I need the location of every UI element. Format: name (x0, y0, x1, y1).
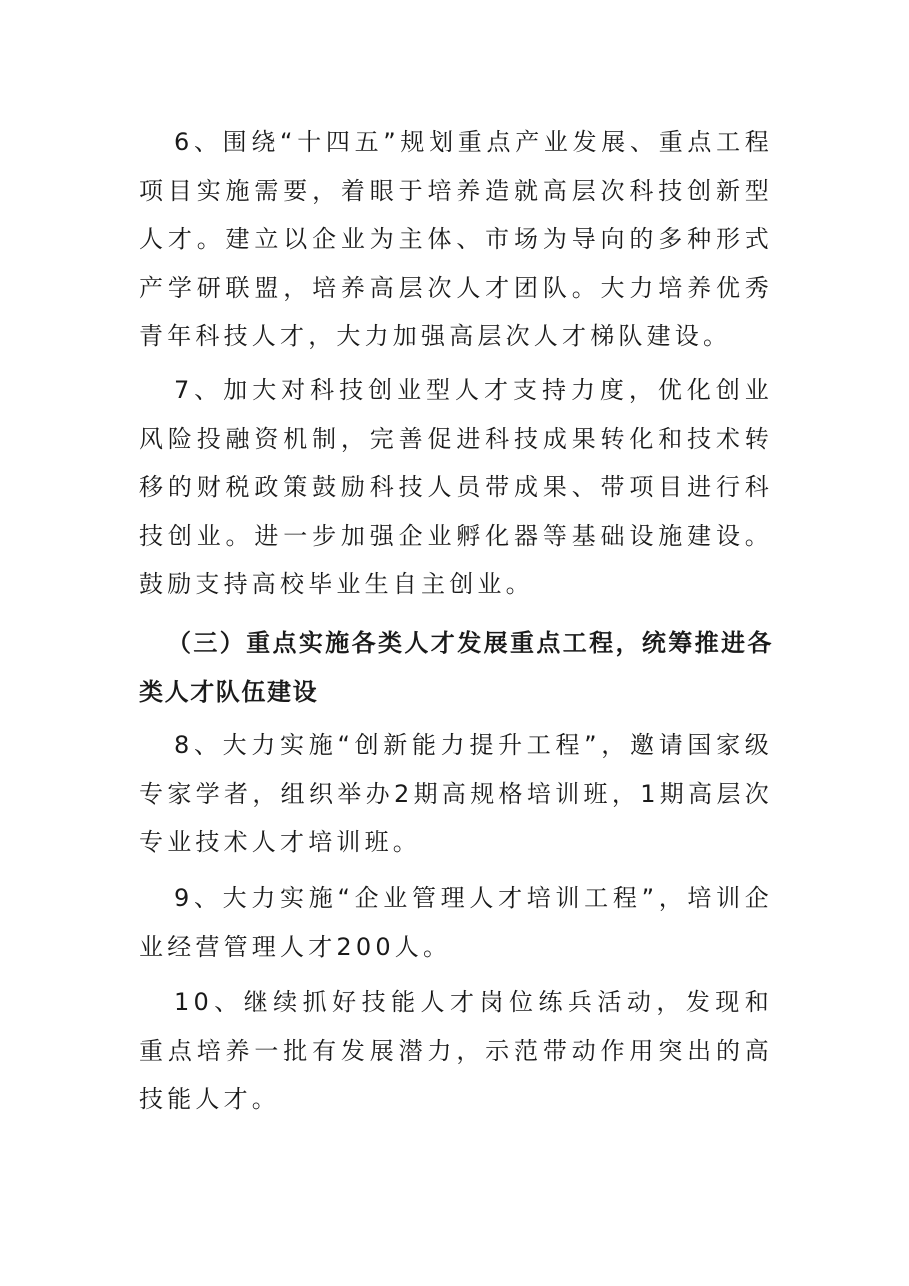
section-heading-3: （三）重点实施各类人才发展重点工程，统筹推进各类人才队伍建设 (139, 629, 773, 706)
paragraph-item-9: 9、大力实施“企业管理人才培训工程”，培训企业经营管理人才200人。 (139, 884, 773, 961)
paragraph-item-8: 8、大力实施“创新能力提升工程”，邀请国家级专家学者，组织举办2期高规格培训班，1期高层次专业技术人才培训班。 (139, 731, 773, 856)
paragraph-item-10: 10、继续抓好技能人才岗位练兵活动，发现和重点培养一批有发展潜力，示范带动作用突出的高技能人才。 (139, 988, 773, 1113)
paragraph-item-7: 7、加大对科技创业型人才支持力度，优化创业风险投融资机制，完善促进科技成果转化和技术转移的财税政策鼓励科技人员带成果、带项目进行科技创业。进一步加强企业孵化器等基础设施建设。鼓励支持高校毕业生自主创业。 (139, 376, 773, 598)
paragraph-item-6: 6、围绕“十四五”规划重点产业发展、重点工程项目实施需要，着眼于培养造就高层次科技创新型人才。建立以企业为主体、市场为导向的多种形式产学研联盟，培养高层次人才团队。大力培养优秀青年科技人才，大力加强高层次人才梯队建设。 (139, 128, 773, 350)
